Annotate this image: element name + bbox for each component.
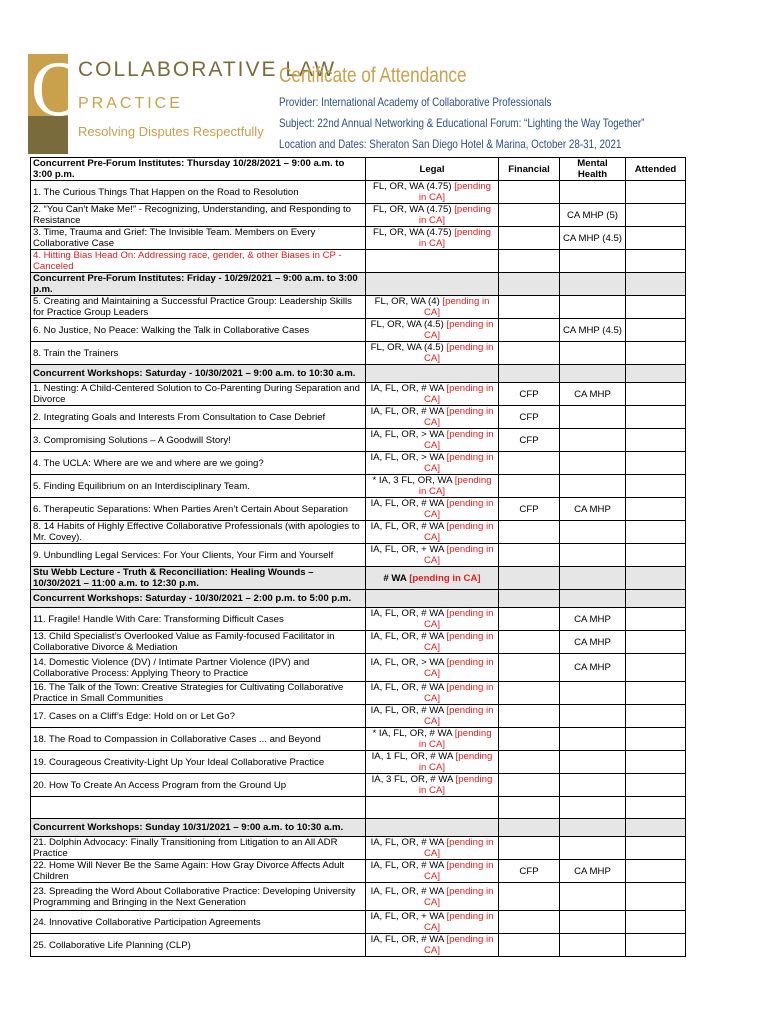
table-row [31,365,686,383]
attended-checkbox[interactable] [626,296,686,319]
table-row [31,319,686,342]
pending-note: [pending in CA] [424,682,494,704]
legal-states: IA, FL, OR, + WA [370,544,444,555]
attended-checkbox[interactable] [626,406,686,429]
session-title: 22. Home Will Never Be the Same Again: How Gray Divorce Affects Adult Children [31,860,366,883]
legal-credit [366,521,499,544]
legal-credit [366,751,499,774]
pending-note: [pending in CA] [418,181,492,203]
mental-health-credit [560,181,626,204]
session-title: 8. Train the Trainers [31,342,366,365]
legal-states: IA, FL, OR, > WA [370,452,444,463]
legal-states: FL, OR, WA (4.75) [372,227,452,238]
legal-credit [366,567,499,590]
session-title: 8. 14 Habits of Highly Effective Collaborative Professionals (with apologies to Mr. Covey). [31,521,366,544]
legal-states: IA, FL, OR, # WA [370,705,444,716]
mental-health-credit: CA MHP [560,383,626,406]
attended-checkbox[interactable] [626,705,686,728]
financial-credit [499,911,560,934]
legal-states: IA, FL, OR, # WA [370,860,444,871]
mental-health-credit [560,911,626,934]
financial-credit [499,319,560,342]
mental-health-credit [560,365,626,383]
legal-credit [366,342,499,365]
table-row [31,250,686,273]
pending-note: [pending in CA] [424,383,494,405]
legal-states: IA, FL, OR, # WA [370,521,444,532]
session-title [31,797,366,819]
mental-health-credit [560,728,626,751]
attended-checkbox[interactable] [626,452,686,475]
financial-credit: CFP [499,406,560,429]
table-row [31,705,686,728]
financial-credit: Financial [499,158,560,181]
attended-checkbox [626,567,686,590]
session-title: 25. Collaborative Life Planning (CLP) [31,934,366,957]
pending-note: [pending in CA] [424,406,494,428]
attended-checkbox[interactable] [626,204,686,227]
table-row [31,567,686,590]
session-title: 16. The Talk of the Town: Creative Strategies for Cultivating Collaborative Practice in Small Communities [31,682,366,705]
attended-checkbox[interactable] [626,181,686,204]
financial-credit: CFP [499,860,560,883]
legal-credit [366,365,499,383]
session-title: 3. Time, Trauma and Grief: The Invisible Team. Members on Every Collaborative Case [31,227,366,250]
table-row [31,181,686,204]
table-row [31,498,686,521]
pending-note: [pending in CA] [424,934,494,956]
subject-line: Subject: 22nd Annual Networking & Educational Forum: “Lighting the Way Together” [279,116,645,130]
legal-credit [366,883,499,911]
session-title: Concurrent Pre-Forum Institutes: Friday - 10/29/2021 – 9:00 a.m. to 3:00 p.m. [31,273,366,296]
legal-credit [366,797,499,819]
financial-credit [499,273,560,296]
brand-tagline: Resolving Disputes Respectfully [78,124,264,139]
mental-health-credit [560,774,626,797]
mental-health-credit [560,342,626,365]
legal-states: * IA, FL, OR, # WA [372,728,453,739]
legal-credit [366,544,499,567]
session-title: Concurrent Workshops: Saturday - 10/30/2021 – 9:00 a.m. to 10:30 a.m. [31,365,366,383]
mental-health-credit: CA MHP (4.5) [560,227,626,250]
session-title: Concurrent Workshops: Sunday 10/31/2021 – 9:00 a.m. to 10:30 a.m. [31,819,366,837]
attended-checkbox[interactable] [626,227,686,250]
attended-checkbox: Attended [626,158,686,181]
attendance-table [30,157,686,957]
table-row [31,590,686,608]
attended-checkbox [626,365,686,383]
legal-credit [366,774,499,797]
session-title: 24. Innovative Collaborative Participation Agreements [31,911,366,934]
pending-note: [pending in CA] [424,296,490,318]
pending-note: [pending in CA] [424,705,494,727]
legal-states: IA, FL, OR, # WA [370,934,444,945]
mental-health-credit [560,273,626,296]
mental-health-credit [560,406,626,429]
legal-states: FL, OR, WA (4) [374,296,440,307]
attended-checkbox[interactable] [626,837,686,860]
mental-health-credit: CA MHP (4.5) [560,319,626,342]
table-row [31,475,686,498]
pending-note: [pending in CA] [424,342,494,364]
logo-letter: C [30,50,84,132]
financial-credit [499,705,560,728]
mental-health-credit [560,544,626,567]
attended-checkbox [626,590,686,608]
attended-checkbox[interactable] [626,475,686,498]
table-row [31,860,686,883]
table-row [31,819,686,837]
financial-credit [499,883,560,911]
mental-health-credit [560,521,626,544]
table-row [31,342,686,365]
attended-checkbox[interactable] [626,429,686,452]
financial-credit [499,837,560,860]
table-row [31,383,686,406]
attended-checkbox[interactable] [626,383,686,406]
session-title: Concurrent Pre-Forum Institutes: Thursday 10/28/2021 – 9:00 a.m. to 3:00 p.m. [31,158,366,181]
session-title: 11. Fragile! Handle With Care: Transforming Difficult Cases [31,608,366,631]
financial-credit [499,181,560,204]
mental-health-credit [560,429,626,452]
financial-credit [499,590,560,608]
legal-credit [366,705,499,728]
brand-subname: PRACTICE [78,95,183,112]
legal-credit [366,383,499,406]
legal-credit [366,911,499,934]
session-title: 21. Dolphin Advocacy: Finally Transitioning from Litigation to an All ADR Practice [31,837,366,860]
table-row [31,204,686,227]
legal-credit [366,296,499,319]
session-title: 14. Domestic Violence (DV) / Intimate Partner Violence (IPV) and Collaborative Process: Applying Theory to Practice [31,654,366,682]
session-title: 1. Nesting: A Child-Centered Solution to Co-Parenting During Separation and Divorce [31,383,366,406]
session-title: 13. Child Specialist’s Overlooked Value as Family-focused Facilitator in Collaborative Divorce & Mediation [31,631,366,654]
attended-checkbox[interactable] [626,631,686,654]
pending-note: [pending in CA] [418,204,492,226]
pending-note: [pending in CA] [424,608,494,630]
attended-checkbox[interactable] [626,934,686,957]
attended-checkbox[interactable] [626,654,686,682]
session-title: 19. Courageous Creativity-Light Up Your Ideal Collaborative Practice [31,751,366,774]
legal-credit [366,406,499,429]
session-title: 2. “You Can’t Make Me!” - Recognizing, Understanding, and Responding to Resistance [31,204,366,227]
financial-credit [499,521,560,544]
legal-credit [366,250,499,273]
session-title: Stu Webb Lecture - Truth & Reconciliation: Healing Wounds – 10/30/2021 – 11:00 a.m. to 12:30 p.m. [31,567,366,590]
legal-states: IA, 1 FL, OR, # WA [371,751,453,762]
legal-states: IA, FL, OR, # WA [370,631,444,642]
table-row [31,227,686,250]
mental-health-credit [560,452,626,475]
legal-credit [366,498,499,521]
pending-note: [pending in CA] [409,572,481,584]
legal-states: IA, FL, OR, # WA [370,608,444,619]
session-title: 23. Spreading the Word About Collaborative Practice: Developing University Programming and Bringing in the Next Generation [31,883,366,911]
financial-credit [499,296,560,319]
legal-states: FL, OR, WA (4.5) [370,319,444,330]
attended-checkbox[interactable] [626,319,686,342]
pending-note: [pending in CA] [424,885,494,908]
financial-credit [499,365,560,383]
financial-credit [499,797,560,819]
mental-health-credit [560,475,626,498]
session-title: 18. The Road to Compassion in Collaborative Cases ... and Beyond [31,728,366,751]
legal-credit [366,819,499,837]
legal-states: IA, FL, OR, > WA [370,656,444,668]
table-row [31,934,686,957]
attended-checkbox[interactable] [626,544,686,567]
attended-checkbox[interactable] [626,682,686,705]
legal-states: IA, FL, OR, > WA [370,429,444,440]
mental-health-credit [560,296,626,319]
session-title: 4. The UCLA: Where are we and where are we going? [31,452,366,475]
session-title: 6. No Justice, No Peace: Walking the Talk in Collaborative Cases [31,319,366,342]
session-title: 20. How To Create An Access Program from the Ground Up [31,774,366,797]
legal-states: IA, FL, OR, # WA [370,682,444,693]
attended-checkbox[interactable] [626,774,686,797]
financial-credit [499,819,560,837]
financial-credit [499,544,560,567]
table-row [31,273,686,296]
table-row [31,654,686,682]
attended-checkbox[interactable] [626,911,686,934]
mental-health-credit [560,250,626,273]
legal-credit [366,452,499,475]
table-row [31,544,686,567]
attended-checkbox[interactable] [626,728,686,751]
session-title: 17. Cases on a Cliff’s Edge: Hold on or Let Go? [31,705,366,728]
legal-states: FL, OR, WA (4.75) [372,204,452,215]
financial-credit: CFP [499,383,560,406]
mental-health-credit: CA MHP [560,654,626,682]
mental-health-credit [560,837,626,860]
financial-credit [499,250,560,273]
financial-credit [499,452,560,475]
legal-states: * IA, 3 FL, OR, WA [372,475,453,486]
table-row [31,406,686,429]
legal-credit [366,682,499,705]
table-row [31,631,686,654]
attended-checkbox[interactable] [626,751,686,774]
table-row [31,837,686,860]
financial-credit [499,608,560,631]
table-row [31,682,686,705]
attended-checkbox[interactable] [626,498,686,521]
table-row [31,158,686,181]
session-title: 3. Compromising Solutions – A Goodwill Story! [31,429,366,452]
mental-health-credit [560,819,626,837]
mental-health-credit [560,705,626,728]
legal-credit [366,181,499,204]
financial-credit [499,227,560,250]
legal-states: FL, OR, WA (4.5) [370,342,444,353]
legal-states: IA, 3 FL, OR, # WA [371,774,453,785]
pending-note: [pending in CA] [424,860,494,882]
legal-states: IA, FL, OR, + WA [370,911,444,922]
legal-credit [366,654,499,682]
legal-states: IA, FL, OR, # WA [370,837,444,848]
financial-credit [499,342,560,365]
financial-credit [499,204,560,227]
legal-credit [366,631,499,654]
financial-credit [499,682,560,705]
legal-credit [366,319,499,342]
legal-credit [366,204,499,227]
pending-note: [pending in CA] [424,911,494,933]
pending-note: [pending in CA] [424,452,494,474]
financial-credit [499,631,560,654]
financial-credit [499,475,560,498]
legal-credit [366,934,499,957]
financial-credit [499,774,560,797]
table-row [31,911,686,934]
pending-note: [pending in CA] [424,429,494,451]
pending-note: [pending in CA] [418,774,493,796]
mental-health-credit [560,883,626,911]
legal-credit [366,273,499,296]
legal-credit [366,227,499,250]
session-title: Concurrent Workshops: Saturday - 10/30/2021 – 2:00 p.m. to 5:00 p.m. [31,590,366,608]
brand-name: COLLABORATIVE LAW [78,58,337,81]
mental-health-credit: CA MHP [560,608,626,631]
attended-checkbox [626,797,686,819]
pending-note: [pending in CA] [418,728,492,750]
pending-note: [pending in CA] [418,475,492,497]
mental-health-credit [560,934,626,957]
mental-health-credit [560,797,626,819]
session-title: 9. Unbundling Legal Services: For Your Clients, Your Firm and Yourself [31,544,366,567]
legal-credit [366,475,499,498]
pending-note: [pending in CA] [424,319,494,341]
legal-states: IA, FL, OR, # WA [370,406,444,417]
financial-credit [499,934,560,957]
pending-note: [pending in CA] [424,837,494,859]
legal-states: # WA [383,572,407,584]
attended-checkbox [626,250,686,273]
table-row [31,429,686,452]
mental-health-credit [560,682,626,705]
mental-health-credit [560,590,626,608]
mental-health-credit: Mental Health [560,158,626,181]
session-title: 5. Creating and Maintaining a Successful Practice Group: Leadership Skills for Practice Group Leaders [31,296,366,319]
table-row [31,521,686,544]
session-title: 4. Hitting Bias Head On: Addressing race, gender, & other Biases in CP - Canceled [31,250,366,273]
table-row [31,728,686,751]
attended-checkbox[interactable] [626,883,686,911]
mental-health-credit: CA MHP [560,631,626,654]
legal-credit: Legal [366,158,499,181]
table-row [31,608,686,631]
financial-credit [499,567,560,590]
pending-note: [pending in CA] [418,751,493,773]
session-title: 5. Finding Equilibrium on an Interdisciplinary Team. [31,475,366,498]
mental-health-credit [560,751,626,774]
session-title: 6. Therapeutic Separations: When Parties Aren’t Certain About Separation [31,498,366,521]
attended-checkbox [626,819,686,837]
legal-credit [366,429,499,452]
table-row [31,296,686,319]
financial-credit: CFP [499,498,560,521]
session-title: 1. The Curious Things That Happen on the Road to Resolution [31,181,366,204]
provider-line: Provider: International Academy of Collaborative Professionals [279,95,552,109]
legal-credit [366,837,499,860]
pending-note: [pending in CA] [424,656,494,679]
pending-note: [pending in CA] [424,521,494,543]
location-line: Location and Dates: Sheraton San Diego Hotel & Marina, October 28-31, 2021 [279,137,622,151]
legal-states: FL, OR, WA (4.75) [372,181,452,192]
attended-checkbox[interactable] [626,521,686,544]
legal-states: IA, FL, OR, # WA [370,383,444,394]
mental-health-credit: CA MHP [560,498,626,521]
mental-health-credit: CA MHP [560,860,626,883]
financial-credit [499,728,560,751]
mental-health-credit [560,567,626,590]
session-title: 2. Integrating Goals and Interests From Consultation to Case Debrief [31,406,366,429]
legal-states: IA, FL, OR, # WA [370,885,444,897]
table-row [31,774,686,797]
attended-checkbox[interactable] [626,342,686,365]
table-row [31,452,686,475]
pending-note: [pending in CA] [424,631,494,653]
legal-credit [366,728,499,751]
pending-note: [pending in CA] [424,544,494,566]
certificate-title: Certificate of Attendance [279,64,467,87]
pending-note: [pending in CA] [424,498,494,520]
mental-health-credit: CA MHP (5) [560,204,626,227]
financial-credit [499,654,560,682]
attended-checkbox [626,273,686,296]
table-row [31,883,686,911]
legal-credit [366,608,499,631]
financial-credit: CFP [499,429,560,452]
pending-note: [pending in CA] [418,227,492,249]
legal-credit [366,860,499,883]
legal-credit [366,590,499,608]
financial-credit [499,751,560,774]
attended-checkbox[interactable] [626,860,686,883]
attended-checkbox[interactable] [626,608,686,631]
legal-states: IA, FL, OR, # WA [370,498,444,509]
table-row [31,751,686,774]
table-row [31,797,686,819]
